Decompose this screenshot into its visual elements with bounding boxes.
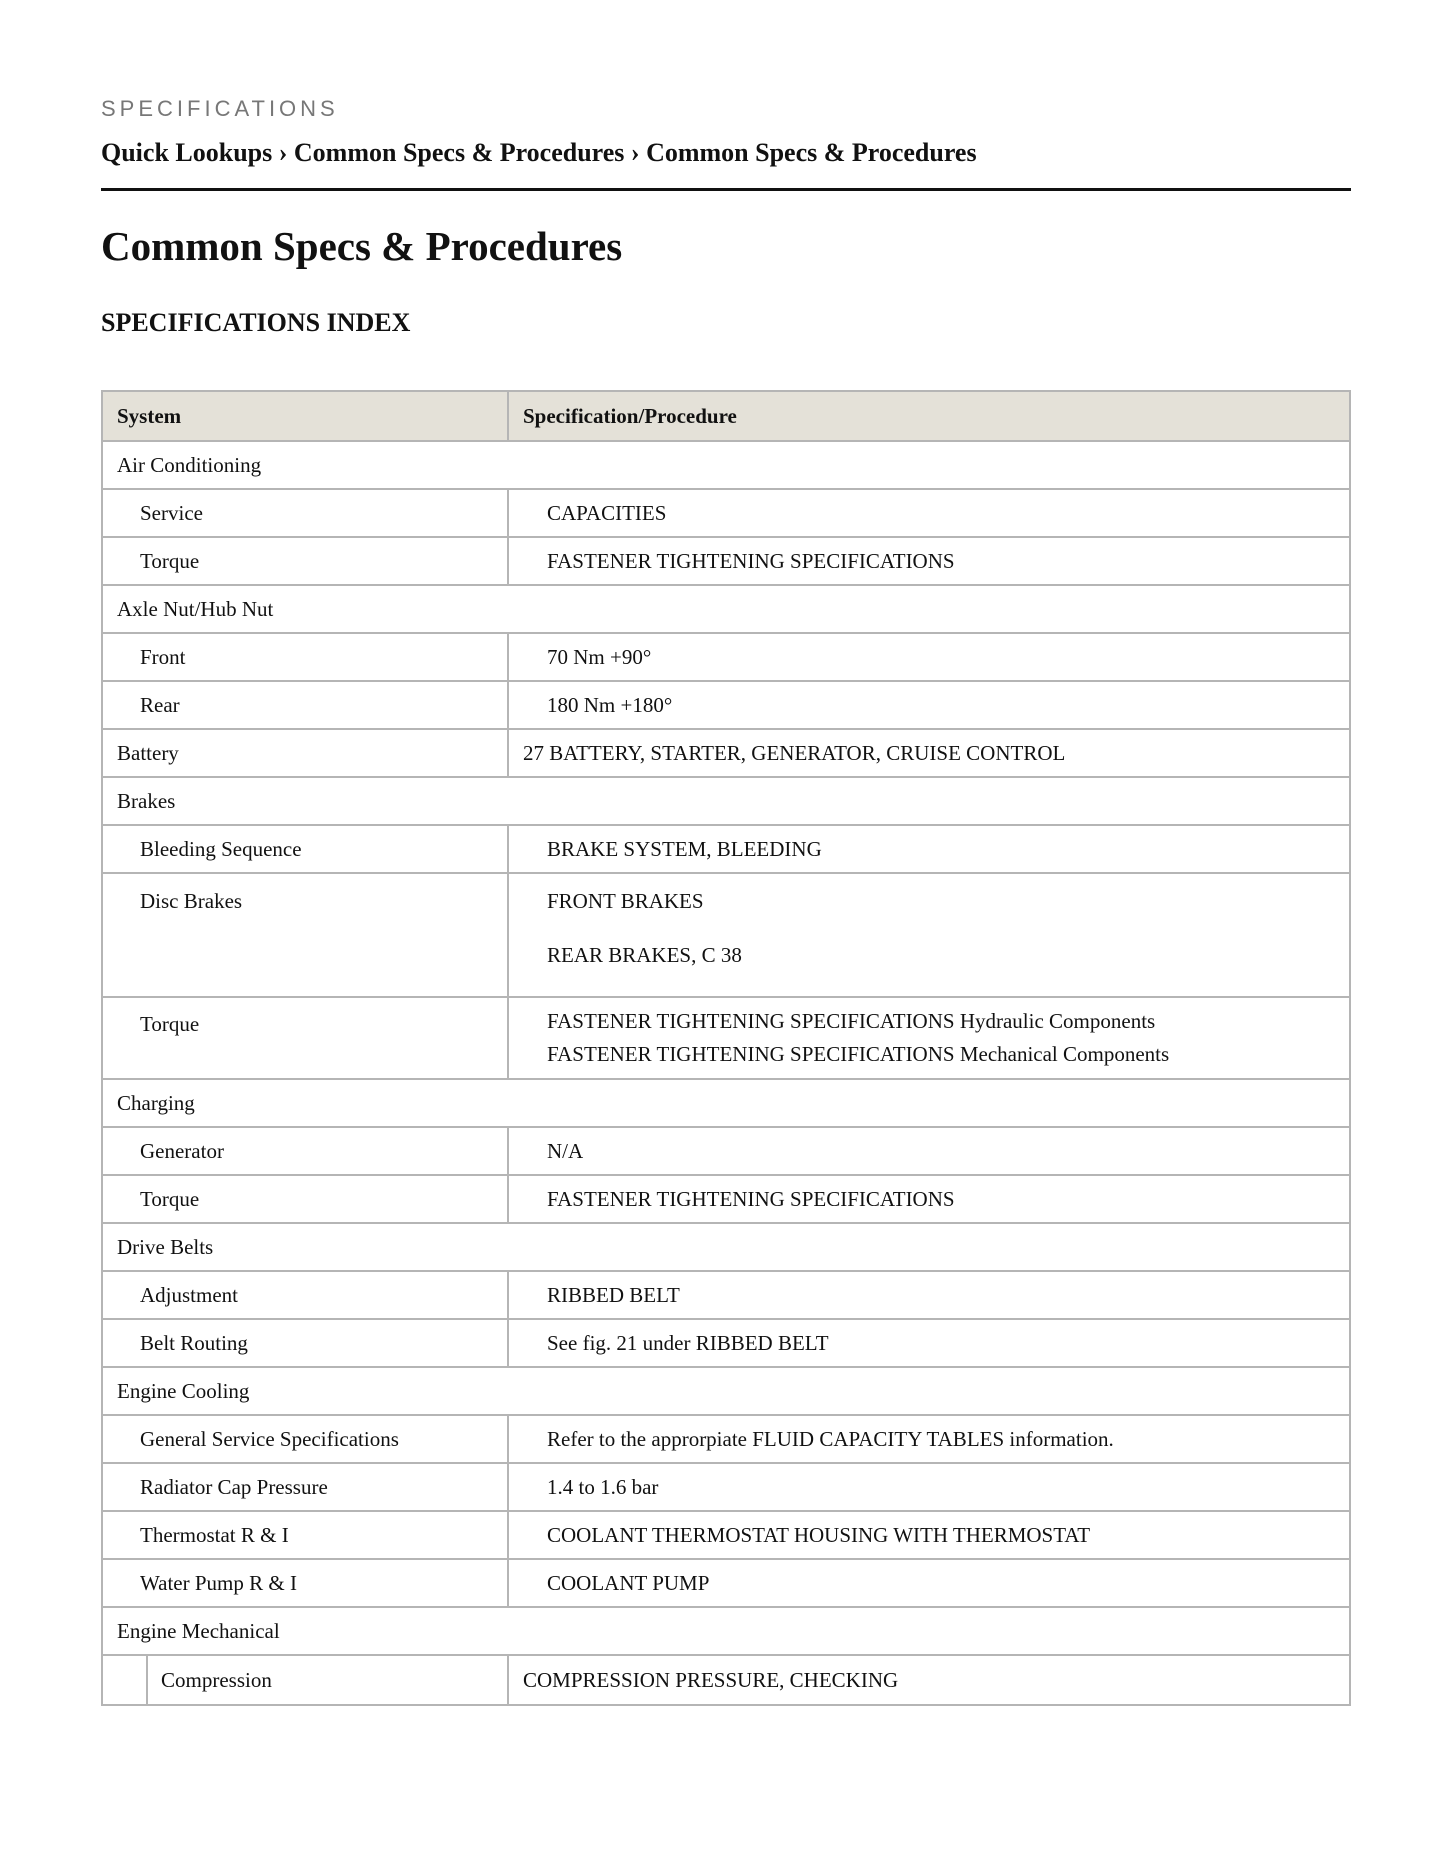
row-spec [508,997,1350,1079]
row-label [102,873,508,997]
row-label: Bleeding Sequence [102,825,508,873]
section-title: Engine Cooling [102,1367,1350,1415]
column-header-spec: Specification/Procedure [508,391,1350,441]
row-label-text: Disc Brakes [140,889,243,913]
section-row [102,441,1350,489]
table-row [102,489,1350,537]
section-title: Drive Belts [102,1223,1350,1271]
row-label: Thermostat R & I [102,1511,508,1559]
table-row [102,1655,1350,1705]
table-row [102,1463,1350,1511]
row-label: Water Pump R & I [102,1559,508,1607]
row-label: General Service Specifications [102,1415,508,1463]
table-row [102,997,1350,1079]
row-spec: 1.4 to 1.6 bar [508,1463,1350,1511]
table-row [102,681,1350,729]
table-row [102,1271,1350,1319]
nested-label [103,1656,507,1704]
section-title: Axle Nut/Hub Nut [102,585,1350,633]
section-row [102,1367,1350,1415]
row-label: Torque [102,997,508,1079]
section-title: Brakes [102,777,1350,825]
table-row [102,537,1350,585]
indent-cell [103,1656,148,1704]
row-label: Generator [102,1127,508,1175]
row-spec: Refer to the approrpiate FLUID CAPACITY TABLES information. [508,1415,1350,1463]
row-spec-line: FASTENER TIGHTENING SPECIFICATIONS Mechanical Components [547,1042,1170,1066]
row-spec: 27 BATTERY, STARTER, GENERATOR, CRUISE CONTROL [508,729,1350,777]
table-row [102,633,1350,681]
table-row [102,1175,1350,1223]
section-row [102,1223,1350,1271]
row-label: Radiator Cap Pressure [102,1463,508,1511]
column-header-system: System [102,391,508,441]
table-row [102,1415,1350,1463]
table-row [102,1559,1350,1607]
row-spec: CAPACITIES [508,489,1350,537]
row-spec: COOLANT PUMP [508,1559,1350,1607]
section-row [102,585,1350,633]
row-label-cell [102,1655,508,1705]
row-label: Adjustment [102,1271,508,1319]
row-spec: See fig. 21 under RIBBED BELT [508,1319,1350,1367]
section-kicker: SPECIFICATIONS [101,96,339,121]
row-label: Front [102,633,508,681]
row-label: Compression [161,1668,272,1692]
table-header-row [102,391,1350,441]
section-title: Engine Mechanical [102,1607,1350,1655]
section-title: Air Conditioning [102,441,1350,489]
row-spec-line: FRONT BRAKES [547,889,704,913]
row-label: Torque [102,1175,508,1223]
row-label: Belt Routing [102,1319,508,1367]
row-spec [508,873,1350,997]
page-subtitle: SPECIFICATIONS INDEX [101,308,411,337]
row-spec-line: FASTENER TIGHTENING SPECIFICATIONS Hydraulic Components [547,1009,1156,1033]
section-title: Charging [102,1079,1350,1127]
row-spec: COOLANT THERMOSTAT HOUSING WITH THERMOSTAT [508,1511,1350,1559]
row-spec: 180 Nm +180° [508,681,1350,729]
row-label: Torque [102,537,508,585]
row-spec: RIBBED BELT [508,1271,1350,1319]
row-spec: N/A [508,1127,1350,1175]
section-row [102,1079,1350,1127]
table-row [102,825,1350,873]
row-spec: BRAKE SYSTEM, BLEEDING [508,825,1350,873]
table-row [102,729,1350,777]
section-row [102,777,1350,825]
row-spec: 70 Nm +90° [508,633,1350,681]
breadcrumb: Quick Lookups › Common Specs & Procedures › Common Specs & Procedures [101,138,977,167]
table-row [102,1127,1350,1175]
table-row [102,1511,1350,1559]
specifications-table [101,390,1351,1706]
table-row [102,873,1350,997]
page-title: Common Specs & Procedures [101,223,623,269]
row-spec: FASTENER TIGHTENING SPECIFICATIONS [508,537,1350,585]
row-label: Service [102,489,508,537]
row-label: Battery [102,729,508,777]
table-row [102,1319,1350,1367]
header-divider [101,188,1351,191]
row-spec: FASTENER TIGHTENING SPECIFICATIONS [508,1175,1350,1223]
section-row [102,1607,1350,1655]
row-label: Rear [102,681,508,729]
row-spec-line: REAR BRAKES, C 38 [547,943,742,967]
row-spec: COMPRESSION PRESSURE, CHECKING [508,1655,1350,1705]
